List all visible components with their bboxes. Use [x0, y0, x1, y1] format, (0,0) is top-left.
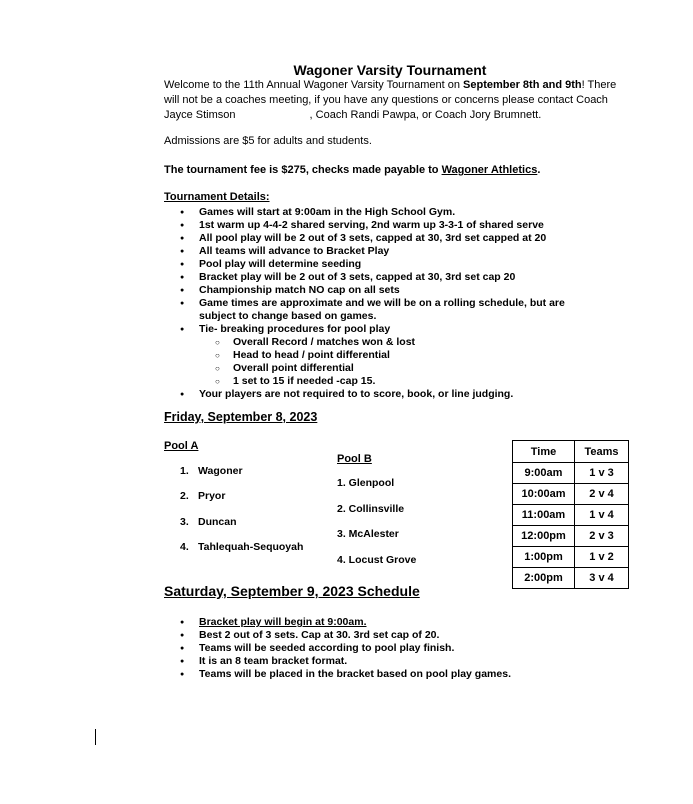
- table-cell-time: 11:00am: [513, 505, 575, 526]
- table-cell-teams: 2 v 3: [575, 526, 629, 547]
- pool-b-team: 4. Locust Grove: [337, 554, 417, 566]
- saturday-list: [164, 616, 604, 681]
- sub-list-item: ○ Overall point differential: [164, 362, 604, 375]
- table-cell-teams: 3 v 4: [575, 568, 629, 589]
- pool-b-label: Pool B: [337, 453, 372, 465]
- saturday-heading: Saturday, September 9, 2023 Schedule: [164, 583, 420, 599]
- pool-a-team: Duncan: [198, 516, 237, 528]
- table-cell-teams: 1 v 3: [575, 463, 629, 484]
- intro-text-3: , Coach Randi Pawpa, or Coach Jory Brumnett.: [309, 109, 542, 121]
- table-header-row: [513, 441, 629, 463]
- table-cell-time: 12:00pm: [513, 526, 575, 547]
- friday-schedule-table: [512, 440, 629, 589]
- table-cell-teams: 1 v 4: [575, 505, 629, 526]
- intro-text-1: Welcome to the 11th Annual Wagoner Varsity Tournament on: [164, 79, 464, 91]
- details-list: [164, 206, 604, 401]
- list-item: ● Game times are approximate and we will be on a rolling schedule, but are subject to change based on games.: [164, 297, 604, 323]
- sub-list-item: ○ Head to head / point differential: [164, 349, 604, 362]
- table-cell-teams: 1 v 2: [575, 547, 629, 568]
- list-item: ● 1st warm up 4-4-2 shared serving, 2nd warm up 3-3-1 of shared serve: [164, 219, 604, 232]
- document-title: Wagoner Varsity Tournament: [293, 62, 487, 78]
- table-header-teams: Teams: [575, 441, 629, 463]
- list-item: ● Teams will be placed in the bracket based on pool play games.: [164, 668, 604, 681]
- table-row: [513, 526, 629, 547]
- table-header-time: Time: [513, 441, 575, 463]
- list-item: ● Best 2 out of 3 sets. Cap at 30. 3rd set cap of 20.: [164, 629, 604, 642]
- intro-dates: September 8th and 9th: [463, 79, 582, 91]
- table-cell-time: 10:00am: [513, 484, 575, 505]
- list-item: ● Bracket play will be 2 out of 3 sets, capped at 30, 3rd set cap 20: [164, 271, 604, 284]
- list-item: ● Bracket play will begin at 9:00am.: [164, 616, 604, 629]
- table-cell-teams: 2 v 4: [575, 484, 629, 505]
- table-cell-time: 1:00pm: [513, 547, 575, 568]
- text-cursor: [95, 729, 96, 745]
- details-heading: Tournament Details:: [164, 191, 270, 203]
- pool-a-team: Pryor: [198, 490, 226, 502]
- fee-end: .: [537, 164, 541, 176]
- list-item: ● Championship match NO cap on all sets: [164, 284, 604, 297]
- list-item: ● Games will start at 9:00am in the High School Gym.: [164, 206, 604, 219]
- table-row: [513, 463, 629, 484]
- list-item: ● Your players are not required to to score, book, or line judging.: [164, 388, 604, 401]
- list-item: ● Pool play will determine seeding: [164, 258, 604, 271]
- sub-list-item: ○ 1 set to 15 if needed -cap 15.: [164, 375, 604, 388]
- fee-label: The tournament fee is $275, checks made payable to: [164, 164, 442, 176]
- fee-payee: Wagoner Athletics: [441, 164, 538, 176]
- intro-text-2: ! There will not be a coaches meeting, if you have any questions or concerns please contact Coach Jayce Stimson: [164, 79, 617, 121]
- sub-list-item: ○ Overall Record / matches won & lost: [164, 336, 604, 349]
- list-item: ● All pool play will be 2 out of 3 sets, capped at 30, 3rd set capped at 20: [164, 232, 604, 245]
- friday-heading: Friday, September 8, 2023: [164, 410, 318, 424]
- list-item: ● Tie- breaking procedures for pool play: [164, 323, 604, 336]
- pool-b-team: 1. Glenpool: [337, 477, 395, 489]
- pool-b-team: 3. McAlester: [337, 528, 399, 540]
- pool-a-label: Pool A: [164, 440, 199, 452]
- pool-a-team: Wagoner: [198, 465, 243, 477]
- table-row: [513, 484, 629, 505]
- pool-a-num: 2.: [180, 490, 189, 502]
- table-row: [513, 505, 629, 526]
- table-cell-time: 2:00pm: [513, 568, 575, 589]
- table-row: [513, 568, 629, 589]
- table-row: [513, 547, 629, 568]
- list-item: ● Teams will be seeded according to pool play finish.: [164, 642, 604, 655]
- intro-paragraph: [164, 78, 624, 123]
- pool-a-num: 4.: [180, 541, 189, 553]
- pool-a-num: 1.: [180, 465, 189, 477]
- admissions-text: Admissions are $5 for adults and students.: [164, 135, 372, 147]
- pool-a-num: 3.: [180, 516, 189, 528]
- pool-b-team: 2. Collinsville: [337, 503, 405, 515]
- table-cell-time: 9:00am: [513, 463, 575, 484]
- pool-a-team: Tahlequah-Sequoyah: [198, 541, 304, 553]
- list-item: ● It is an 8 team bracket format.: [164, 655, 604, 668]
- fee-text: [164, 163, 624, 178]
- list-item: ● All teams will advance to Bracket Play: [164, 245, 604, 258]
